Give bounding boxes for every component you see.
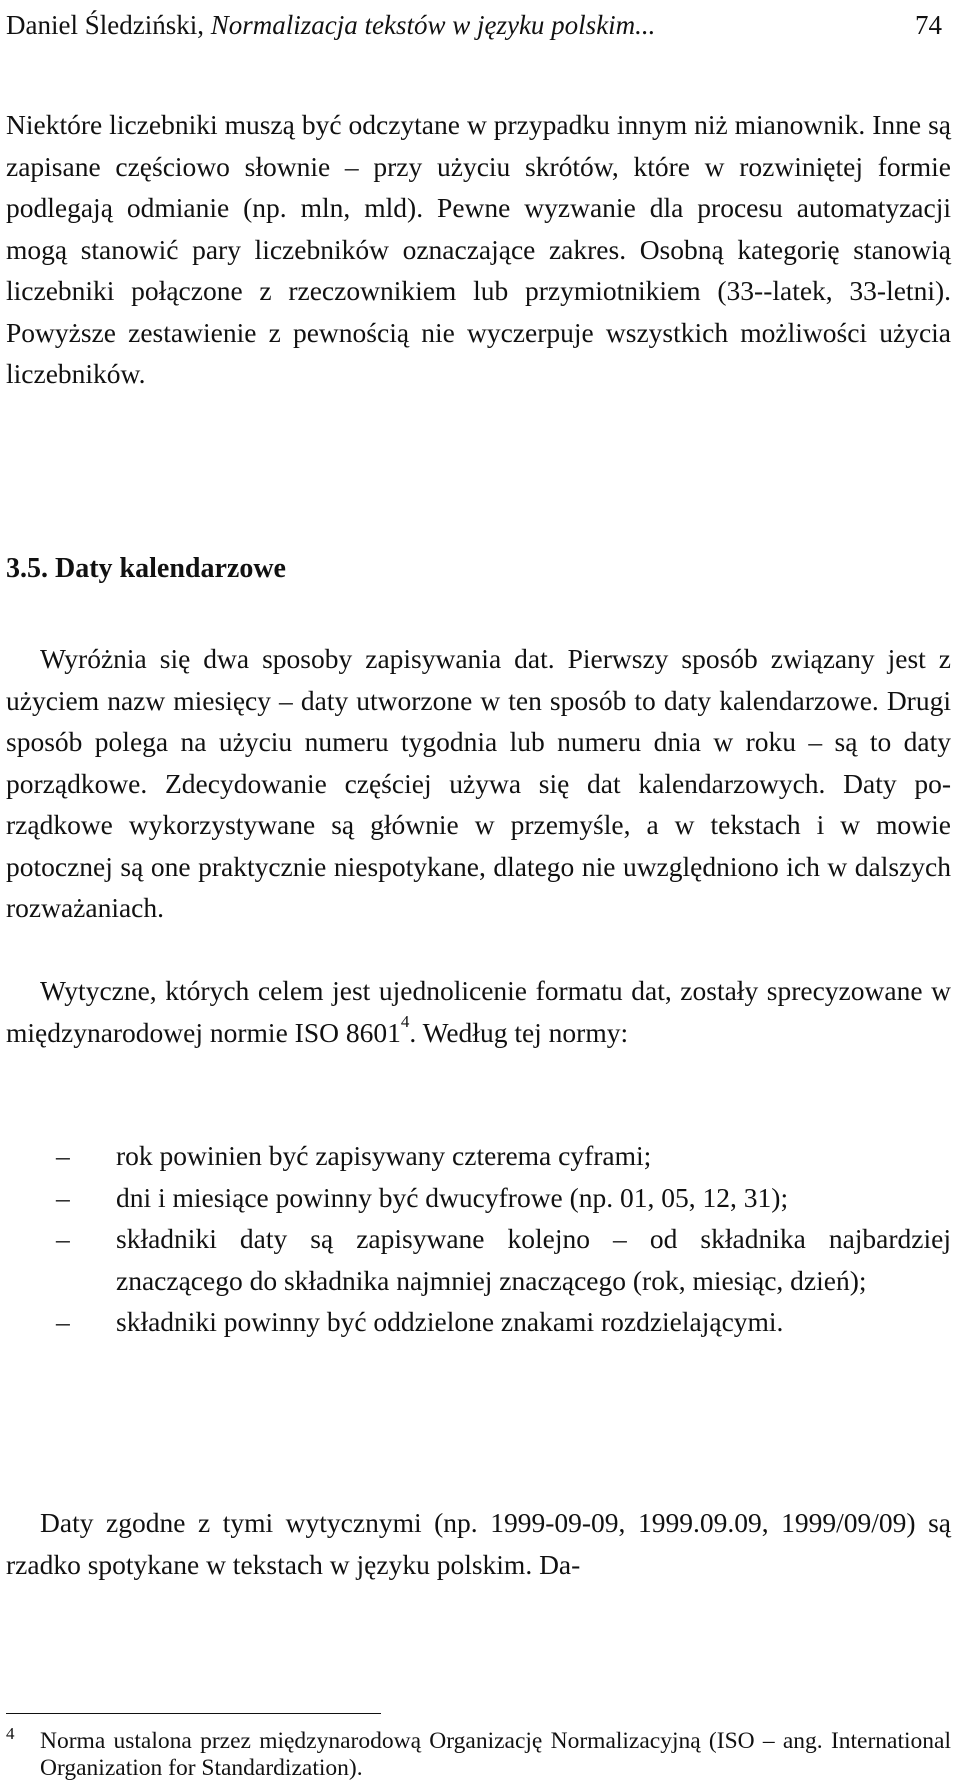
dash-bullet: – bbox=[56, 1140, 70, 1171]
paragraph-numerals: Niektóre liczebniki muszą być odczytane w przypadku innym niż mianownik. Inne są zapisane częściowo słownie – przy użyciu skrótów, które w rozwiniętej formie podlegają odmianie (np. mln, mld). Pewne wyzwanie dla procesu automatyzacji mogą stanowić pary liczebników oznaczające zakres. Osobną kategorię stanowią liczebniki połączone z rzeczownikiem lub przymiotnikiem (33--latek, 33-letni). Powyższe zestawienie z pewnością nie wyczerpuje wszystkich możliwości użycia liczebników. bbox=[6, 109, 951, 389]
footnote-mark: 4 bbox=[6, 1724, 15, 1743]
list-item-text: rok powinien być zapisywany czterema cyframi; bbox=[116, 1140, 652, 1171]
list-item-text: składniki daty są zapisywane kolejno – od składnika najbardziej znaczącego do składnika najmniej znaczącego (rok, miesiąc, dzień); bbox=[116, 1223, 951, 1296]
list-item bbox=[6, 1177, 951, 1219]
paragraph-date-examples: Daty zgodne z tymi wytycznymi (np. 1999-09-09, 1999.09.09, 1999/09/09) są rzadko spotykane w tekstach w języku polskim. Da- bbox=[6, 1507, 951, 1580]
header-title: Normalizacja tekstów w języku polskim... bbox=[210, 10, 656, 40]
list-item bbox=[6, 1135, 951, 1177]
page-number: 74 bbox=[915, 10, 942, 40]
iso-text-after: . Według tej normy: bbox=[409, 1016, 629, 1048]
section-heading: 3.5. Daty kalendarzowe bbox=[6, 553, 286, 584]
dash-bullet: – bbox=[56, 1306, 70, 1337]
list-item bbox=[6, 1301, 951, 1343]
footnote-text: Norma ustalona przez międzynarodową Organizację Normalizacyjną (ISO – ang. International Organization for Standardization). bbox=[40, 1728, 951, 1781]
dash-bullet: – bbox=[56, 1223, 70, 1254]
list-item-text: składniki powinny być oddzielone znakami rozdzielającymi. bbox=[116, 1306, 784, 1337]
paragraph-iso-norm bbox=[6, 970, 951, 1053]
footnote-reference: 4 bbox=[400, 1012, 410, 1032]
header-author: Daniel Śledziński, bbox=[6, 10, 204, 40]
running-header bbox=[6, 8, 946, 42]
footnote-separator bbox=[6, 1713, 381, 1714]
paragraph-date-formats: Wyróżnia się dwa sposoby zapisywania dat. Pierwszy sposób związany jest z użyciem nazw miesięcy – daty utworzone w ten sposób to daty kalendarzowe. Drugi sposób polega na użyciu numeru tygodnia lub numeru dnia w roku – są to daty porządkowe. Zdecydowanie częściej używa się dat kalendarzowych. Daty porządkowe wykorzystywane są głównie w przemyśle, a w tekstach i w mowie potocznej są one praktycznie niespotykane, dlatego nie uwzględniono ich w dalszych rozważaniach. bbox=[6, 643, 951, 923]
footnote bbox=[6, 1724, 951, 1782]
list-item bbox=[6, 1218, 951, 1301]
dash-bullet: – bbox=[56, 1181, 70, 1213]
iso-text-before: Wytyczne, których celem jest ujednolicenie formatu dat, zostały sprecyzowane w międzynarodowej normie ISO 8601 bbox=[6, 975, 951, 1048]
list-item-text: dni i miesiące powinny być dwucyfrowe (np. 01, 05, 12, 31); bbox=[116, 1181, 789, 1213]
norm-rules-list bbox=[6, 1135, 951, 1343]
